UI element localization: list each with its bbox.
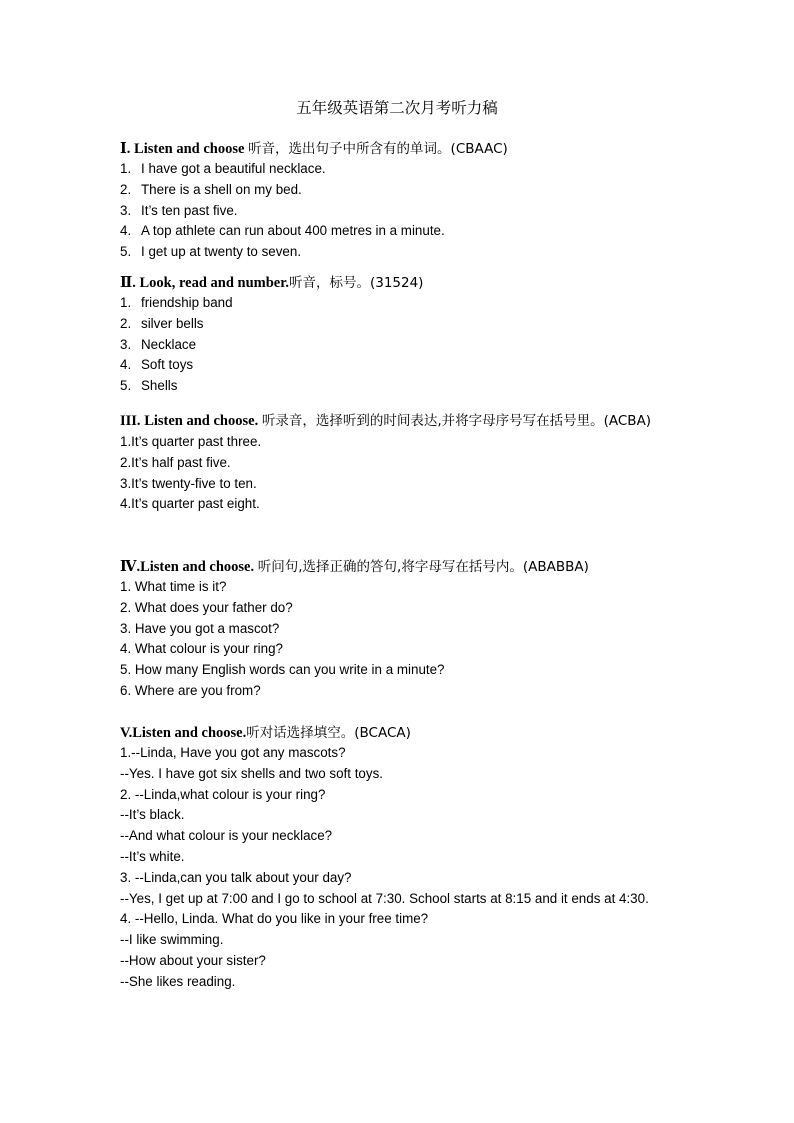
list-item: 2.It’s half past five.: [120, 454, 231, 470]
list-item: 3.It’s twenty-five to ten.: [120, 475, 257, 491]
section-heading: [120, 723, 680, 743]
list-item: 3. Necklace: [120, 336, 197, 352]
section-title-en: Listen and choose.: [132, 725, 247, 741]
dialogue-line: --Yes, I get up at 7:00 and I go to school at 7:30. School starts at 8:15 and it ends at 4:30.: [120, 890, 649, 906]
dialogue-line: 3. --Linda,can you talk about your day?: [120, 869, 352, 885]
dialogue-line: 4. --Hello, Linda. What do you like in your free time?: [120, 911, 429, 927]
section-title-cn: 听对话选择填空。(BCACA): [246, 725, 411, 741]
section-5: [120, 723, 680, 993]
section-heading: [120, 139, 680, 159]
list-item: 4. What colour is your ring?: [120, 641, 283, 657]
dialogue-line: --And what colour is your necklace?: [120, 828, 333, 844]
dialogue-line: 2. --Linda,what colour is your ring?: [120, 786, 326, 802]
section-3: [120, 411, 680, 515]
list-item: 1. I have got a beautiful necklace.: [120, 161, 326, 176]
section-title-cn: 听录音，选择听到的时间表达,并将字母序号写在括号里。(ACBA): [261, 413, 652, 429]
section-title-cn: 听问句,选择正确的答句,将字母写在括号内。(ABABBA): [257, 559, 589, 575]
dialogue-line: --I like swimming.: [120, 932, 224, 948]
section-number: III.: [120, 413, 145, 429]
section-4: [120, 557, 680, 702]
list-item: 5. How many English words can you write in a minute?: [120, 662, 445, 678]
dialogue-line: --It’s black.: [120, 807, 185, 823]
section-title-en: Look, read and number.: [139, 275, 289, 291]
section-title-cn: 听音，选出句子中所含有的单词。(CBAAC): [248, 141, 508, 157]
list-item: 3. It’s ten past five.: [120, 202, 238, 218]
list-item: 5. Shells: [120, 378, 178, 394]
list-item: 2. What does your father do?: [120, 599, 293, 615]
dialogue-line: --She likes reading.: [120, 973, 236, 989]
section-2: [120, 273, 680, 397]
list-item: 1.It’s quarter past three.: [120, 434, 262, 449]
list-item: 4. A top athlete can run about 400 metres in a minute.: [120, 223, 445, 239]
section-number: Ⅰ.: [120, 141, 135, 157]
list-item: 2. There is a shell on my bed.: [120, 181, 302, 197]
dialogue-line: --How about your sister?: [120, 952, 266, 968]
section-number: Ⅳ.: [120, 559, 141, 575]
dialogue-line: --Yes. I have got six shells and two soft toys.: [120, 765, 383, 781]
section-heading: [120, 273, 680, 293]
section-number: Ⅱ.: [120, 275, 140, 291]
list-item: 2. silver bells: [120, 315, 204, 331]
list-item: 4. Soft toys: [120, 357, 194, 373]
section-title-en: Listen and choose.: [140, 559, 258, 575]
page-title: 五年级英语第二次月考听力稿: [296, 99, 498, 117]
section-heading: [120, 557, 680, 577]
list-item: 1. What time is it?: [120, 579, 227, 594]
list-item: 4.It’s quarter past eight.: [120, 496, 260, 512]
section-title-en: Listen and choose.: [144, 413, 262, 429]
list-item: 3. Have you got a mascot?: [120, 620, 280, 636]
list-item: 6. Where are you from?: [120, 682, 261, 698]
section-heading: [120, 411, 680, 432]
section-number: V.: [120, 725, 133, 741]
section-1: [120, 139, 680, 263]
list-item: 5. I get up at twenty to seven.: [120, 244, 302, 260]
section-title-en: Listen and choose: [134, 141, 249, 157]
dialogue-line: 1.--Linda, Have you got any mascots?: [120, 745, 346, 760]
list-item: 1. friendship band: [120, 295, 233, 310]
section-title-cn: 听音，标号。(31524): [288, 275, 424, 291]
dialogue-line: --It’s white.: [120, 848, 185, 864]
